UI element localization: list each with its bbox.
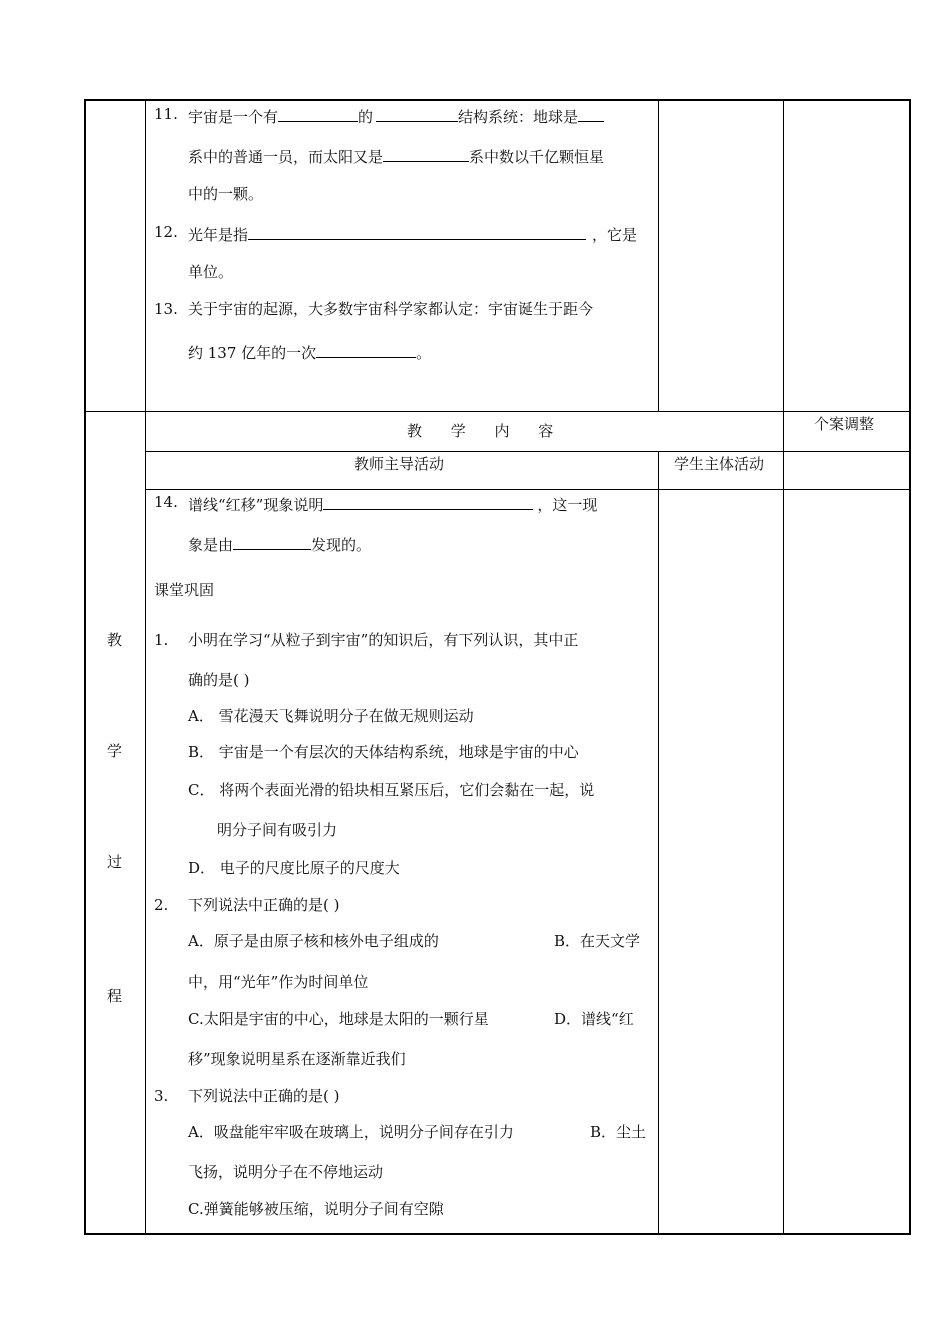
consolidate-heading: 课堂巩固 bbox=[154, 581, 215, 599]
q11-line3: 中的一颗。 bbox=[188, 185, 264, 203]
teacher-activity-label: 教师主导活动 bbox=[354, 455, 445, 473]
table-border-bottom bbox=[84, 1233, 911, 1235]
row-divider-2 bbox=[145, 451, 783, 452]
student-activity-label: 学生主体活动 bbox=[674, 455, 765, 473]
table-border-left bbox=[84, 99, 86, 1235]
column-divider-2 bbox=[658, 99, 659, 411]
p1-option-c-line1: C． 将两个表面光滑的铅块相互紧压后，它们会黏在一起，说 bbox=[188, 781, 595, 799]
q12-blank bbox=[248, 225, 586, 240]
q12-line1: 光年是指 ，它是 bbox=[188, 226, 638, 244]
q12-line2: 单位。 bbox=[188, 263, 234, 281]
q13-line2: 约 137 亿年的一次 。 bbox=[188, 344, 432, 362]
p1-option-c-line2: 明分子间有吸引力 bbox=[217, 821, 338, 839]
table-border-top bbox=[84, 99, 911, 101]
p1-number: 1. bbox=[154, 631, 169, 649]
q11-blank-3 bbox=[578, 107, 604, 122]
lesson-table bbox=[84, 99, 910, 1235]
table-border-right bbox=[909, 99, 911, 1235]
p1-option-a: A． 雪花漫天飞舞说明分子在做无规则运动 bbox=[188, 707, 474, 725]
p2-option-b-part2: 中，用“光年”作为时间单位 bbox=[188, 973, 369, 991]
p2-line1: 下列说法中正确的是( ) bbox=[188, 896, 340, 914]
q13-number: 13. bbox=[154, 300, 178, 318]
p2-option-b-part1: B．在天文学 bbox=[554, 932, 641, 950]
p3-option-b-part1: B．尘土 bbox=[590, 1123, 647, 1141]
q11-line1: 宇宙是一个有 的 结构系统：地球是 bbox=[188, 107, 604, 125]
p1-line1: 小明在学习“从粒子到宇宙”的知识后，有下列认识，其中正 bbox=[188, 631, 579, 649]
row-divider-3 bbox=[145, 489, 910, 490]
q11-line2: 系中的普通一员，而太阳又是 系中数以千亿颗恒星 bbox=[188, 148, 605, 166]
column-divider-2b bbox=[658, 451, 659, 1235]
column-divider-1 bbox=[145, 99, 146, 1235]
p3-number: 3. bbox=[154, 1087, 169, 1105]
p3-option-b-part2: 飞扬，说明分子在不停地运动 bbox=[188, 1163, 384, 1181]
p2-option-d-part1: D．谱线“红 bbox=[554, 1010, 634, 1028]
q13-line1: 关于宇宙的起源，大多数宇宙科学家都认定：宇宙诞生于距今 bbox=[188, 300, 594, 318]
q11-blank-4 bbox=[383, 147, 469, 162]
q11-blank-2 bbox=[376, 107, 458, 122]
column-divider-3 bbox=[783, 99, 784, 1235]
p1-line2: 确的是( ) bbox=[188, 671, 250, 689]
p3-option-c: C.弹簧能够被压缩，说明分子间有空隙 bbox=[188, 1200, 444, 1218]
row-divider-1 bbox=[84, 411, 910, 412]
p2-option-d-part2: 移”现象说明星系在逐渐靠近我们 bbox=[188, 1050, 406, 1068]
p3-line1: 下列说法中正确的是( ) bbox=[188, 1087, 340, 1105]
q14-blank-2 bbox=[233, 535, 311, 550]
q14-line1: 谱线“红移”现象说明 ，这一现 bbox=[188, 496, 598, 514]
p3-option-a: A．吸盘能牢牢吸在玻璃上，说明分子间存在引力 bbox=[188, 1123, 514, 1141]
side-label-1: 教 bbox=[107, 631, 123, 649]
q11-number: 11. bbox=[154, 105, 178, 123]
p1-option-b: B． 宇宙是一个有层次的天体结构系统，地球是宇宙的中心 bbox=[188, 743, 579, 761]
q14-line2: 象是由 发现的。 bbox=[188, 536, 372, 554]
row-divider-2b bbox=[783, 451, 909, 452]
p2-option-c: C.太阳是宇宙的中心，地球是太阳的一颗行星 bbox=[188, 1010, 489, 1028]
p1-option-d: D． 电子的尺度比原子的尺度大 bbox=[188, 859, 400, 877]
q13-blank bbox=[316, 343, 416, 358]
side-label-4: 程 bbox=[107, 987, 123, 1005]
q14-blank-1 bbox=[323, 495, 533, 510]
content-title: 教 学 内 容 bbox=[407, 422, 566, 440]
q14-number: 14. bbox=[154, 493, 178, 511]
side-label-2: 学 bbox=[107, 742, 123, 760]
side-label-3: 过 bbox=[107, 853, 123, 871]
adjust-label: 个案调整 bbox=[814, 415, 875, 433]
q11-blank-1 bbox=[278, 107, 358, 122]
q12-number: 12. bbox=[154, 223, 178, 241]
p2-number: 2. bbox=[154, 896, 169, 914]
p2-option-a: A．原子是由原子核和核外电子组成的 bbox=[188, 932, 439, 950]
